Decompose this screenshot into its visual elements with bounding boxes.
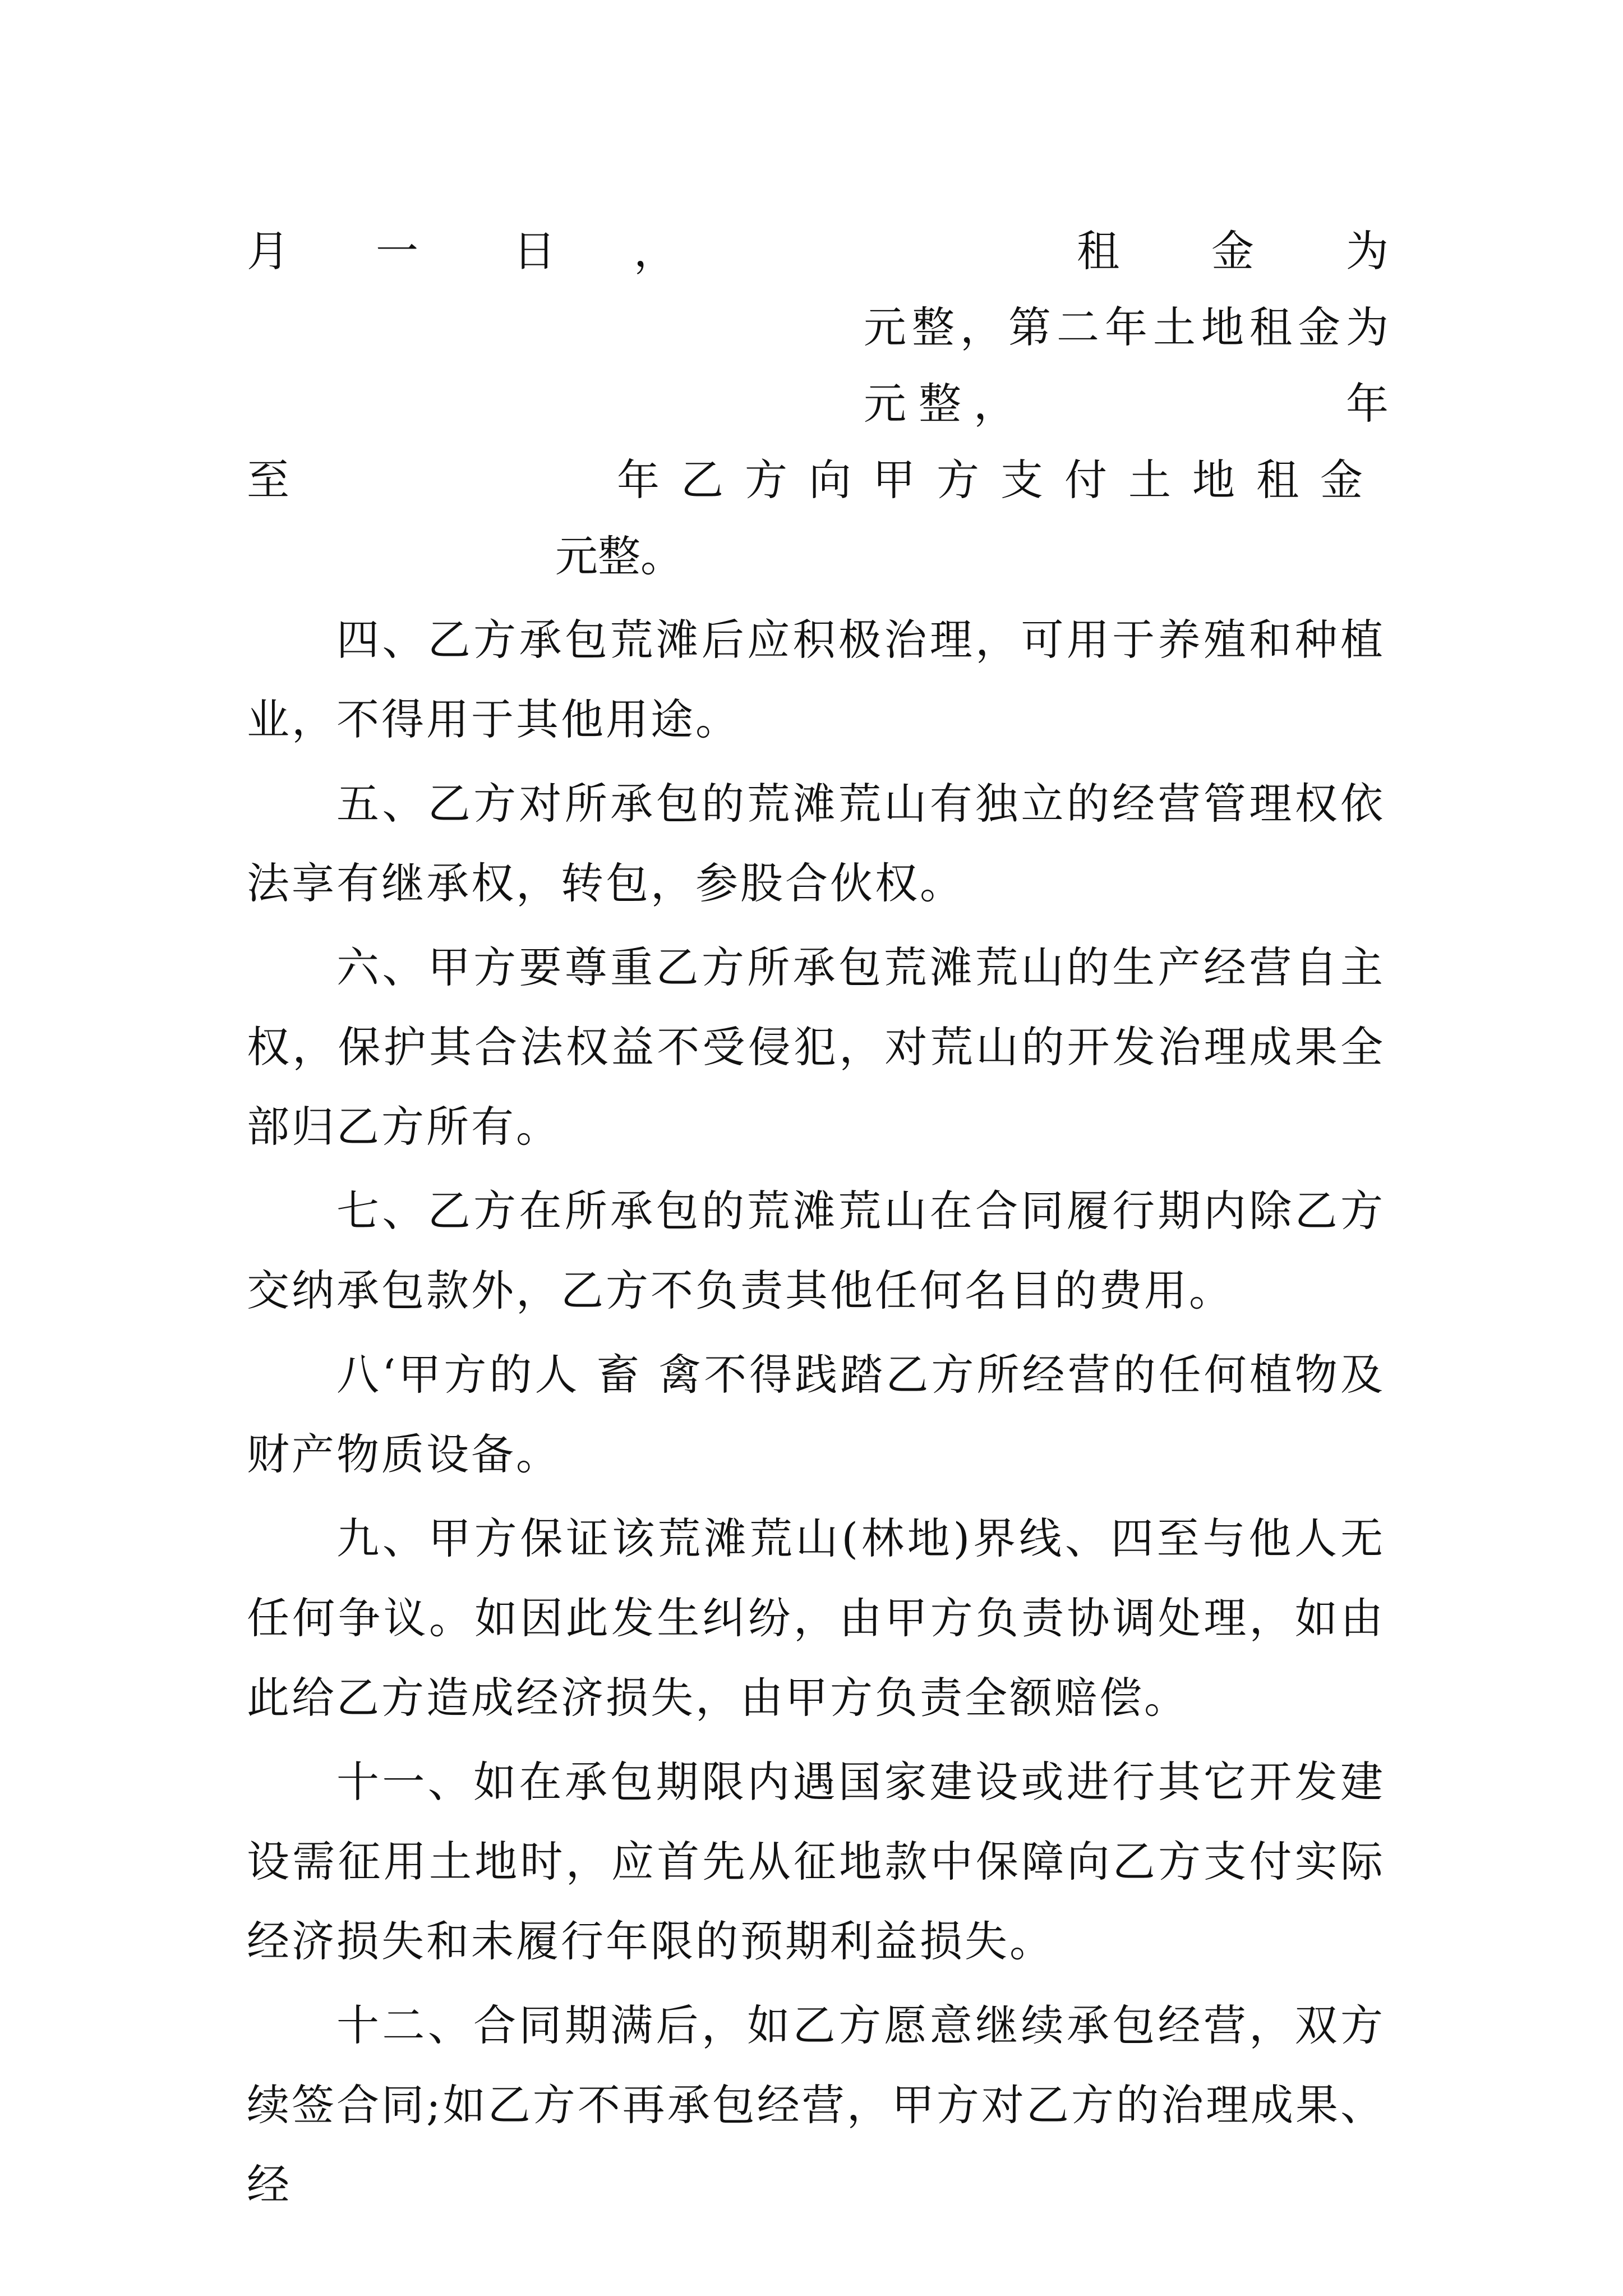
day-char: 日: [513, 226, 556, 276]
second-year-rent-text: 元整，第二年土地租金为: [864, 302, 1394, 352]
clause-11: 十一、如在承包期限内遇国家建设或进行其它开发建设需征用土地时，应首先从征地款中保障向乙方支付实际经济损失和未履行年限的预期利益损失。: [247, 1757, 1385, 1966]
month-char: 月: [247, 226, 289, 276]
year-char: 年: [1346, 379, 1389, 429]
clause-4: 四、乙方承包荒滩后应积极治理，可用于养殖和种植业，不得用于其他用途。: [247, 615, 1385, 744]
is-char: 为: [1346, 226, 1389, 276]
second-year-rent-line: [247, 289, 1394, 366]
clause-5: 五、乙方对所承包的荒滩荒山有独立的经营管理权依法享有继承权，转包，参股合伙权。: [247, 779, 1385, 908]
total-amount-text: 元整。: [555, 531, 683, 581]
clause-7: 七、乙方在所承包的荒滩荒山在合同履行期内除乙方交纳承包款外，乙方不负责其他任何名目的费用。: [247, 1186, 1385, 1315]
rent-date-line: [247, 213, 1389, 289]
payment-text: 年乙方向甲方支付土地租金: [617, 455, 1384, 505]
gold-char: 金: [1211, 226, 1254, 276]
payment-line: [247, 442, 1385, 518]
rent-char: 租: [1077, 226, 1119, 276]
to-char: 至: [247, 455, 289, 505]
clause-8: 八‘甲方的人 畜 禽不得践踏乙方所经营的任何植物及财产物质设备。: [247, 1350, 1385, 1479]
total-amount-line: [247, 518, 1385, 595]
clause-12: 十二、合同期满后，如乙方愿意继续承包经营，双方续签合同;如乙方不再承包经营，甲方对乙方的治理成果、经: [247, 2000, 1385, 2210]
clause-9: 九、甲方保证该荒滩荒山(林地)界线、四至与他人无任何争议。如因此发生纠纷，由甲方负责协调处理，如由此给乙方造成经济损失，由甲方负责全额赔偿。: [247, 1513, 1385, 1723]
one-char: 一: [376, 226, 418, 276]
amount-text: 元整，: [864, 379, 1029, 429]
clause-6: 六、甲方要尊重乙方所承包荒滩荒山的生产经营自主权，保护其合法权益不受侵犯，对荒山的开发治理成果全部归乙方所有。: [247, 942, 1385, 1152]
comma-char: ，: [634, 226, 676, 276]
amount-year-line: [247, 366, 1389, 442]
document-page: [247, 213, 1394, 2225]
